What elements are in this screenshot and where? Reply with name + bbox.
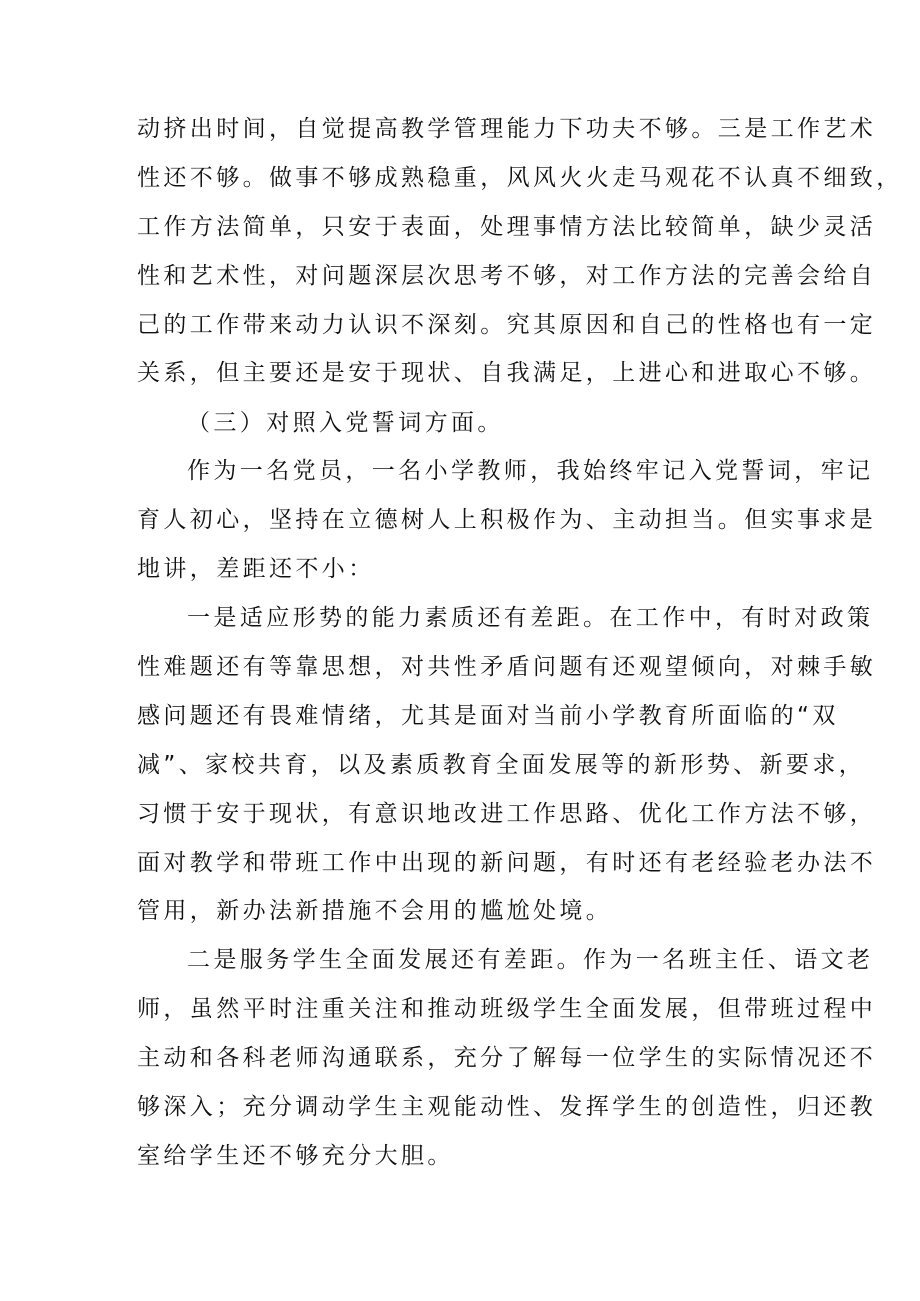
text-line: 工作方法简单，只安于表面，处理事情方法比较简单，缺少灵活	[137, 214, 877, 240]
text-line: 性难题还有等靠思想，对共性矛盾问题有还观望倾向，对棘手敏	[137, 654, 877, 680]
text-line: 动挤出时间，自觉提高教学管理能力下功夫不够。三是工作艺术	[137, 116, 877, 142]
text-line: 主动和各科老师沟通联系，充分了解每一位学生的实际情况还不	[137, 1045, 877, 1071]
text-line: 性和艺术性，对问题深层次思考不够，对工作方法的完善会给自	[137, 263, 877, 289]
text-line: 减”、家校共育，以及素质教育全面发展等的新形势、新要求，	[137, 752, 866, 778]
text-line: 性还不够。做事不够成熟稳重，风风火火走马观花不认真不细致，	[137, 165, 903, 191]
text-line: 够深入；充分调动学生主观能动性、发挥学生的创造性，归还教	[137, 1094, 877, 1120]
text-line: 作为一名党员，一名小学教师，我始终牢记入党誓词，牢记	[187, 458, 874, 484]
text-line: 师，虽然平时注重关注和推动班级学生全面发展，但带班过程中	[137, 996, 877, 1022]
text-line: 育人初心，坚持在立德树人上积极作为、主动担当。但实事求是	[137, 507, 877, 533]
text-line: 管用，新办法新措施不会用的尴尬处境。	[137, 898, 613, 924]
text-line: 室给学生还不够充分大胆。	[137, 1143, 454, 1169]
text-line: 一是适应形势的能力素质还有差距。在工作中，有时对政策	[187, 605, 874, 631]
text-line: 面对教学和带班工作中出现的新问题，有时还有老经验老办法不	[137, 850, 877, 876]
text-line: 己的工作带来动力认识不深刻。究其原因和自己的性格也有一定	[137, 312, 877, 338]
section-heading: （三）对照入党誓词方面。	[187, 410, 504, 436]
text-line: 感问题还有畏难情绪，尤其是面对当前小学教育所面临的“双	[137, 703, 839, 729]
text-line: 关系，但主要还是安于现状、自我满足，上进心和进取心不够。	[137, 360, 877, 386]
text-line: 习惯于安于现状，有意识地改进工作思路、优化工作方法不够，	[137, 801, 877, 827]
text-line: 地讲，差距还不小：	[137, 556, 375, 582]
text-line: 二是服务学生全面发展还有差距。作为一名班主任、语文老	[187, 947, 874, 973]
